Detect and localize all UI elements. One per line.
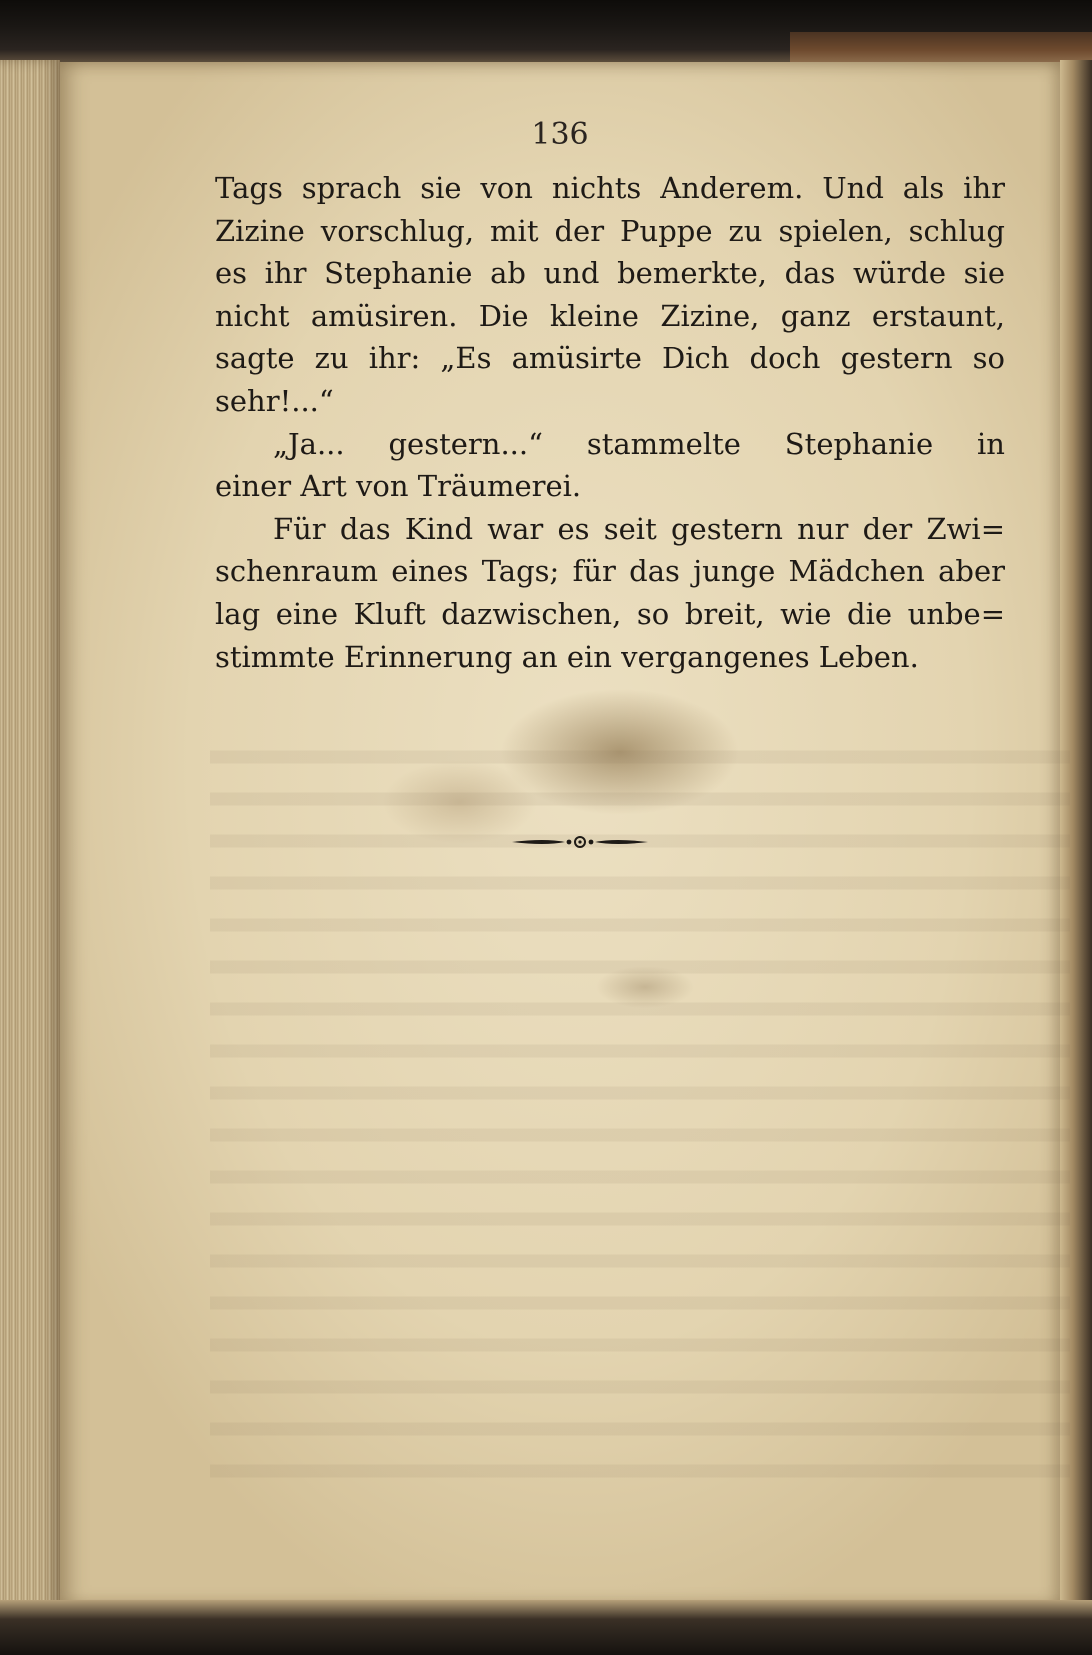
text-line: nicht amüsiren. Die kleine Zizine, ganz erstaunt, bbox=[215, 298, 1005, 333]
text-line: Für das Kind war es seit gestern nur der Zwi= bbox=[273, 511, 1005, 546]
text-line: lag eine Kluft dazwischen, so breit, wie die unbe= bbox=[215, 596, 1005, 631]
text-line: stimmte Erinnerung an ein vergangenes Leben. bbox=[215, 639, 919, 674]
text-line: „Ja... gestern...“ stammelte Stephanie in bbox=[273, 426, 1005, 461]
body-text bbox=[215, 167, 1005, 678]
book-cover-edge bbox=[790, 32, 1092, 62]
text-line: es ihr Stephanie ab und bemerkte, das würde sie bbox=[215, 256, 1005, 291]
text-line: sagte zu ihr: „Es amüsirte Dich doch gestern so bbox=[215, 341, 1005, 376]
page-number: 136 bbox=[531, 117, 589, 152]
book-page bbox=[60, 62, 1060, 1607]
text-line: Tags sprach sie von nichts Anderem. Und als ihr bbox=[215, 171, 1005, 205]
page-stack-edge bbox=[0, 60, 60, 1620]
text-line: sehr!...“ bbox=[215, 383, 334, 418]
text-line: einer Art von Träumerei. bbox=[215, 469, 582, 504]
text-line: schenraum eines Tags; für das junge Mädchen aber bbox=[215, 554, 1005, 589]
end-ornament bbox=[510, 832, 650, 852]
text-line: Zizine vorschlug, mit der Puppe zu spielen, schlug bbox=[215, 213, 1005, 248]
book-bottom-edge bbox=[0, 1600, 1092, 1655]
page-right-edge bbox=[1060, 60, 1092, 1605]
